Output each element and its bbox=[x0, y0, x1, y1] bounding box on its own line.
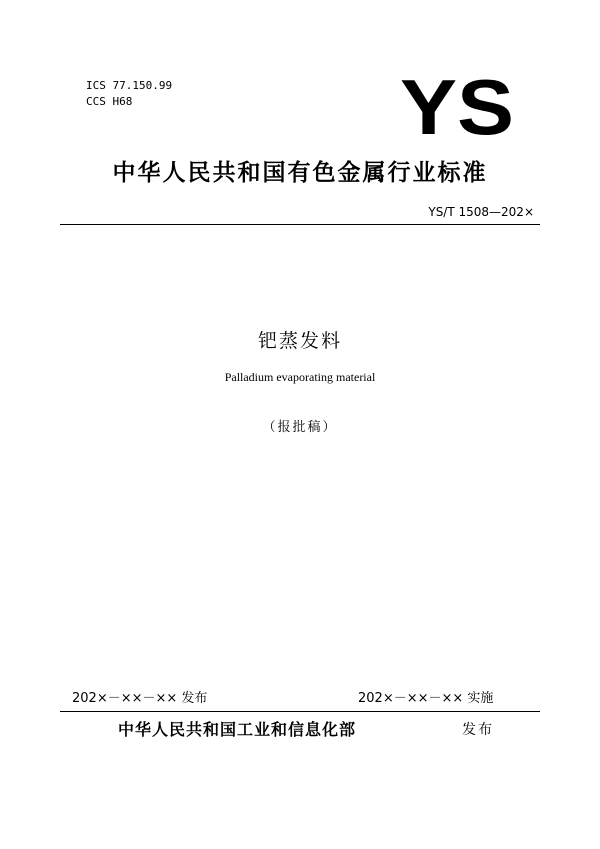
classification-codes bbox=[86, 78, 172, 110]
publish-date: 202×－××－×× 发布 bbox=[72, 691, 208, 706]
ics-code: ICS 77.150.99 bbox=[86, 79, 173, 92]
footer-divider bbox=[60, 711, 540, 712]
document-title-en: Palladium evaporating material bbox=[224, 370, 376, 384]
draft-status: （报批稿） bbox=[262, 420, 338, 435]
document-title-zh: 钯蒸发料 bbox=[257, 330, 342, 352]
ys-logo-text: YS bbox=[400, 72, 514, 138]
standard-code: YS/T 1508—202× bbox=[428, 205, 534, 219]
ys-logo bbox=[398, 72, 516, 138]
implementation-date: 202×－××－×× 实施 bbox=[358, 691, 494, 706]
issuing-authority: 中华人民共和国工业和信息化部 bbox=[118, 720, 357, 739]
ccs-code: CCS H68 bbox=[86, 95, 133, 108]
header-divider bbox=[60, 224, 540, 225]
issue-label: 发布 bbox=[462, 722, 494, 738]
standard-organization-title: 中华人民共和国有色金属行业标准 bbox=[112, 160, 488, 186]
